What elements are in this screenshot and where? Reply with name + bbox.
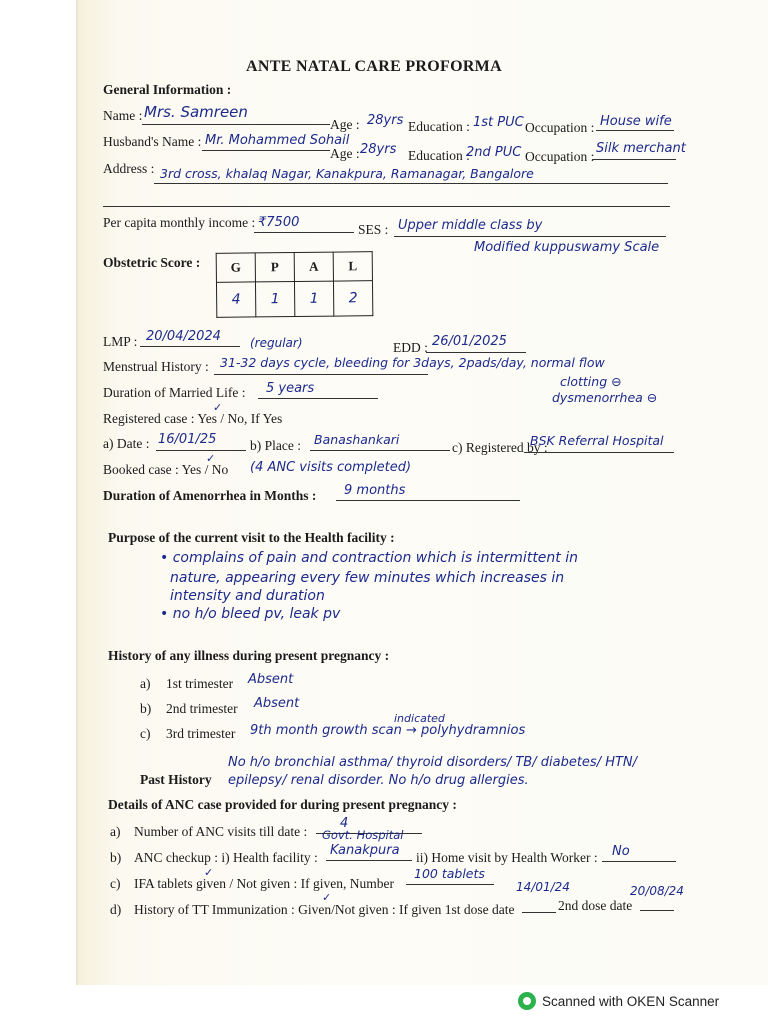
registered-by-label: c) Registered by : bbox=[452, 440, 548, 455]
lmp-value: 20/04/2024 bbox=[146, 329, 221, 344]
booked-yes-tick-icon: ✓ bbox=[206, 452, 216, 465]
obstetric-score-label: Obstetric Score : bbox=[103, 255, 201, 270]
name-underline bbox=[142, 124, 330, 125]
name-value: Mrs. Samreen bbox=[144, 103, 248, 121]
address-underline-2 bbox=[103, 206, 670, 207]
obstetric-value-p: 1 bbox=[255, 282, 294, 317]
scanner-watermark bbox=[518, 990, 719, 1012]
registered-yes-tick-icon: ✓ bbox=[213, 401, 223, 414]
amenorrhea-underline bbox=[336, 500, 520, 501]
obstetric-header-p: P bbox=[255, 253, 294, 282]
ifa-underline bbox=[406, 884, 494, 885]
purpose-heading: Purpose of the current visit to the Health facility : bbox=[108, 530, 395, 545]
address-underline-1 bbox=[154, 183, 668, 184]
registered-by-value: BSK Referral Hospital bbox=[530, 433, 664, 448]
age-value: 28yrs bbox=[367, 113, 404, 128]
tt-label: History of TT Immunization : Given/Not given : If given 1st dose date bbox=[134, 902, 515, 917]
purpose-line-1: • complains of pain and contraction which is intermittent in bbox=[160, 550, 578, 566]
husband-name-value: Mr. Mohammed Sohail bbox=[205, 133, 350, 148]
married-life-label: Duration of Married Life : bbox=[103, 385, 246, 400]
husband-age-value: 28yrs bbox=[360, 142, 397, 157]
ifa-letter: c) bbox=[110, 876, 121, 891]
ses-value-line-1: Upper middle class by bbox=[398, 218, 543, 233]
registration-place-label: b) Place : bbox=[250, 438, 301, 453]
tt-dose2-label: 2nd dose date bbox=[558, 898, 633, 913]
registered-by-underline bbox=[524, 452, 674, 453]
ses-underline bbox=[394, 236, 666, 237]
occupation-value: House wife bbox=[600, 114, 672, 129]
husband-occupation-label: Occupation : bbox=[525, 149, 595, 164]
obstetric-value-g: 4 bbox=[216, 282, 255, 317]
anc-checkup-label: ANC checkup : i) Health facility : bbox=[134, 850, 318, 865]
home-visit-value: No bbox=[612, 844, 630, 859]
edd-value: 26/01/2025 bbox=[432, 334, 507, 349]
registration-date-underline bbox=[156, 450, 246, 451]
occupation-label: Occupation : bbox=[525, 120, 595, 135]
tt-dose1-value: 14/01/24 bbox=[516, 880, 570, 894]
anc-visits-value: 4 bbox=[340, 816, 349, 831]
second-trimester-value: Absent bbox=[254, 696, 300, 711]
ses-value-line-2: Modified kuppuswamy Scale bbox=[474, 240, 660, 255]
married-life-value: 5 years bbox=[266, 381, 315, 396]
anc-visits-label: Number of ANC visits till date : bbox=[134, 824, 308, 839]
occupation-underline bbox=[596, 130, 674, 131]
husband-occupation-underline bbox=[592, 159, 676, 160]
anc-facility-note: Govt. Hospital bbox=[322, 828, 404, 842]
home-visit-label: ii) Home visit by Health Worker : bbox=[416, 850, 598, 865]
obstetric-header-l: L bbox=[333, 252, 372, 281]
lmp-note: (regular) bbox=[250, 336, 303, 350]
lmp-label: LMP : bbox=[103, 334, 138, 349]
ifa-value: 100 tablets bbox=[414, 866, 485, 881]
first-trimester-letter: a) bbox=[140, 676, 151, 691]
tt-letter: d) bbox=[110, 902, 122, 917]
form-title: ANTE NATAL CARE PROFORMA bbox=[246, 58, 502, 75]
registration-place-value: Banashankari bbox=[314, 432, 400, 447]
booked-case-label: Booked case : Yes / No bbox=[103, 462, 229, 477]
amenorrhea-label: Duration of Amenorrhea in Months : bbox=[103, 488, 317, 503]
anc-facility-underline bbox=[326, 860, 412, 861]
income-label: Per capita monthly income : bbox=[103, 215, 256, 230]
scanner-text: Scanned with OKEN Scanner bbox=[542, 993, 720, 1009]
tt-dose2-underline bbox=[640, 910, 674, 911]
general-information-heading: General Information : bbox=[103, 82, 232, 97]
education-value: 1st PUC bbox=[473, 115, 524, 130]
husband-education-label: Education : bbox=[408, 148, 470, 163]
age-label: Age : bbox=[330, 117, 360, 132]
first-trimester-label: 1st trimester bbox=[166, 676, 234, 691]
ses-label: SES : bbox=[358, 222, 389, 237]
past-history-label: Past History bbox=[140, 772, 212, 787]
menstrual-note-dysmenorrhea: dysmenorrhea ⊖ bbox=[552, 390, 658, 405]
third-trimester-value: 9th month growth scan → polyhydramnios bbox=[250, 723, 526, 738]
menstrual-underline bbox=[214, 374, 428, 375]
husband-name-label: Husband's Name : bbox=[103, 134, 202, 149]
ifa-given-tick-icon: ✓ bbox=[204, 866, 214, 879]
husband-name-underline bbox=[202, 150, 330, 151]
income-value: ₹7500 bbox=[258, 215, 300, 230]
third-trimester-letter: c) bbox=[140, 726, 151, 741]
tt-given-tick-icon: ✓ bbox=[322, 891, 332, 904]
obstetric-value-a: 1 bbox=[294, 281, 333, 316]
booked-case-note: (4 ANC visits completed) bbox=[250, 460, 412, 475]
obstetric-value-l: 2 bbox=[333, 281, 372, 316]
second-trimester-label: 2nd trimester bbox=[166, 701, 238, 716]
anc-visits-letter: a) bbox=[110, 824, 121, 839]
obstetric-header-g: G bbox=[216, 253, 255, 282]
home-visit-underline bbox=[602, 861, 676, 862]
registered-case-label: Registered case : Yes / No, If Yes bbox=[103, 411, 283, 426]
menstrual-note-clotting: clotting ⊖ bbox=[560, 374, 622, 389]
menstrual-history-value: 31-32 days cycle, bleeding for 3days, 2pads/day, normal flow bbox=[220, 355, 605, 370]
past-history-line-1: No h/o bronchial asthma/ thyroid disorders/ TB/ diabetes/ HTN/ bbox=[228, 755, 638, 770]
address-label: Address : bbox=[103, 161, 155, 176]
husband-occupation-value: Silk merchant bbox=[596, 141, 686, 156]
obstetric-header-a: A bbox=[294, 252, 333, 281]
first-trimester-value: Absent bbox=[248, 672, 294, 687]
purpose-line-2: nature, appearing every few minutes which increases in bbox=[170, 570, 565, 586]
edd-label: EDD : bbox=[393, 340, 428, 355]
education-label: Education : bbox=[408, 119, 470, 134]
tt-dose1-underline bbox=[522, 912, 556, 913]
third-trimester-label: 3rd trimester bbox=[166, 726, 236, 741]
husband-age-label: Age : bbox=[330, 146, 360, 161]
amenorrhea-value: 9 months bbox=[344, 483, 406, 498]
anc-checkup-facility-value: Kanakpura bbox=[330, 843, 400, 858]
husband-education-value: 2nd PUC bbox=[466, 145, 522, 160]
ifa-label: IFA tablets given / Not given : If given, Number bbox=[134, 876, 394, 891]
married-life-underline bbox=[258, 398, 378, 399]
past-history-line-2: epilepsy/ renal disorder. No h/o drug allergies. bbox=[228, 773, 529, 788]
lmp-underline bbox=[140, 346, 240, 347]
obstetric-score-table bbox=[216, 251, 374, 318]
third-trimester-note: indicated bbox=[394, 712, 445, 725]
address-value: 3rd cross, khalaq Nagar, Kanakpura, Ramanagar, Bangalore bbox=[160, 166, 534, 181]
registration-date-value: 16/01/25 bbox=[158, 432, 217, 447]
edd-underline bbox=[426, 352, 526, 353]
registration-place-underline bbox=[310, 450, 450, 451]
income-underline bbox=[254, 232, 354, 233]
illness-heading: History of any illness during present pregnancy : bbox=[108, 648, 390, 663]
anc-checkup-letter: b) bbox=[110, 850, 122, 865]
oken-scanner-logo-icon bbox=[518, 992, 536, 1010]
menstrual-history-label: Menstrual History : bbox=[103, 359, 209, 374]
anc-details-heading: Details of ANC case provided for during present pregnancy : bbox=[108, 797, 457, 812]
purpose-line-4: • no h/o bleed pv, leak pv bbox=[160, 606, 341, 622]
second-trimester-letter: b) bbox=[140, 701, 152, 716]
purpose-line-3: intensity and duration bbox=[170, 588, 325, 604]
registration-date-label: a) Date : bbox=[103, 436, 150, 451]
name-label: Name : bbox=[103, 108, 143, 123]
tt-dose2-value: 20/08/24 bbox=[630, 884, 684, 898]
